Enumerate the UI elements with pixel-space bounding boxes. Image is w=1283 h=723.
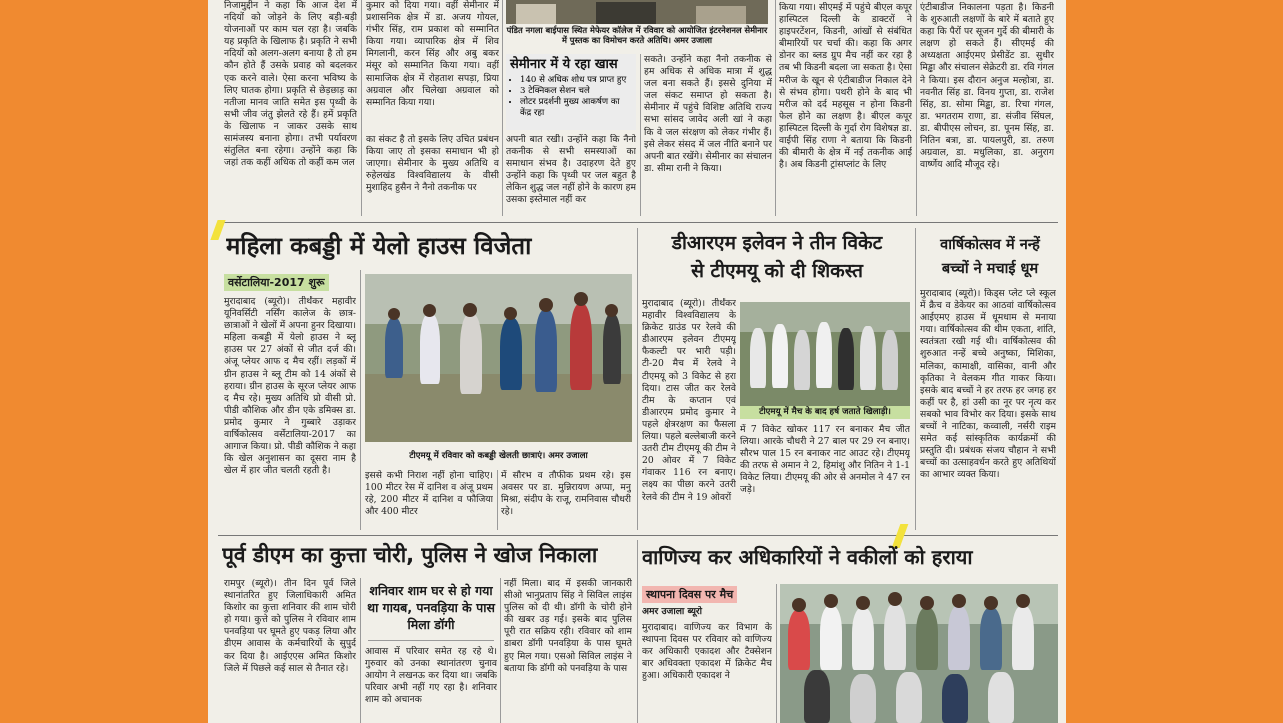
top-col-6: एंटीबाडीज निकालना पड़ता है। किडनी के शुरुआती लक्षणों के बारे में बताते हुए कहा कि पैरों पर सूजन गुर्दे की बीमारी के लक्षण हो सकते हैं। सीएमई की अध्यक्षता आईएमए प्रेसीडेंट डा. सुधीर मिड्ढा और संचालन सेक्रेटरी डा. रवि गंगल ने किया। इस दौरान अनुज मल्होत्रा, डा. नवनीत सिंह डा. विनय गुप्ता, डा. राजेश सिंह, डा. सोमा मिड्ढा, डा. रिचा गंगल, डा. भगतराम राणा, डा. संजीव सिंघल, डा. बीपीएस लोचन, डा. पूनम सिंह, डा. नितिन बत्रा, डा. पायलपुरी, डा. तरुण अग्रवाल, डा. मधुलिका, डा. अनुराग वार्ष्णेय आदि मौजूद रहे।: [920, 2, 1054, 171]
tax-tag: स्थापना दिवस पर मैच: [642, 586, 737, 603]
column-rule: [361, 0, 362, 216]
column-rule: [776, 584, 777, 723]
cricket-col-right: में 7 विकेट खोकर 117 रन बनाकर मैच जीत लिया। आरके चौधरी ने 27 बाल पर 29 रन बनाए। सौरभ पाल 15 रन बनाकर नाट आउट रहे। टीएमयू की तरफ से अमान ने 2, हिमांशु और नितिन ने 1-1 विकेट लिया। टीएमयू की ओर से अनमोल ने 47 रन जड़े।: [740, 424, 910, 496]
section-rule: [368, 640, 494, 641]
cricket-photo: [740, 302, 910, 406]
top-col-4: सकते। उन्होंने कहा नैनो तकनीक से हम अधिक से अधिक मात्रा में शुद्ध जल बना सकते हैं। इससे दुनिया में जल संकट समाप्त हो सकता है। सेमीनार में पहुंचे विशिष्ट अतिथि राज्य सभा सांसद जावेद अली खां ने कहा कि वे जल संरक्षण को लेकर गंभीर हैं। इसे लेकर संसद में जल नीति बनाने पर अपनी बात रखेंगे। सेमीनार का संचालन डा. सीमा रानी ने किया।: [644, 54, 772, 174]
kabaddi-col-mid2: में सौरभ व तौफीक प्रथम रहे। इस अवसर पर डा. मुन्निरायण अप्पा, मनु मिश्रा, संदीप के राजू, रामनिवास चौधरी रहे।: [501, 470, 631, 518]
column-rule: [497, 470, 498, 530]
cricket-headline-line2: से टीएमयू को दी शिकस्त: [691, 260, 863, 282]
column-rule: [360, 270, 361, 530]
kabaddi-headline: महिला कबड्डी में येलो हाउस विजेता: [226, 232, 532, 260]
list-item: • लोटर प्रदर्शनी मुख्य आकर्षण का केंद्र रहा: [520, 97, 632, 119]
tax-body: मुरादाबाद। वाणिज्य कर विभाग के स्थापना दिवस पर रविवार को वाणिज्य कर अधिकारी एकादश और टैक्सेशन बार अधिवक्ता एकादश में क्रिकेट मैच हुआ। अधिकारी एकादश ने: [642, 622, 772, 682]
kabaddi-tag: वर्सेटालिया-2017 शुरू: [224, 274, 329, 291]
column-rule: [775, 0, 776, 216]
column-rule: [640, 54, 641, 216]
section-rule: [218, 222, 1058, 223]
annual-headline-line2: बच्चों ने मचाई धूम: [941, 261, 1039, 277]
kabaddi-col-left: मुरादाबाद (ब्यूरो)। तीर्थंकर महावीर यूनिवर्सिटी नर्सिंग कालेज के छात्र-छात्राओं ने खेलों में अपना हुनर दिखाया। महिला कबड्डी में येलो हाउस ने ब्लू हाउस पर 27 अंकों से जीत दर्ज की। अंजू प्लेयर आफ द मैच रहीं। लड़कों में ग्रीन हाउस ने ब्लू टीम को 14 अंकों से हराया। ग्रीन हाउस के सूरज प्लेयर आफ द मैच रहे। मुख्य अतिथि प्रो वीसी प्रो. पीडी कौशिक और डीन एके डमिक्स डा. प्रमोद कुमार ने गुब्बारे उड़ाकर वार्षिकोत्सव वर्सेटालिया-2017 का आगाज किया। प्रो. पीडी कौशिक ने कहा कि खेल अनुशासन का दूसरा नाम है खेल में हार जीत चलती रहती है।: [224, 296, 356, 477]
cricket-col-left: मुरादाबाद (ब्यूरो)। तीर्थंकर महावीर विश्वविद्यालय के क्रिकेट ग्राउंड पर रेलवे की डीआरएम इलेवन टीएमयू फैकल्टी पर भारी पड़ी। टी-20 मैच में रेलवे ने टीएमयू को 3 विकेट से हरा दिया। टास जीत कर रेलवे टीम के कप्तान एवं डीआरएम प्रमोद कुमार ने पहले क्षेत्ररक्षण का फैसला लिया। पहले बल्लेबाजी करने उतरी टीम टीएमयू की टीम ने 20 ओवर में 7 विकेट गंवाकर 116 रन बनाए। लक्ष्य का पीछा करने उतरी रेलवे की टीम ने 19 ओवरों: [642, 298, 736, 503]
seminar-highlights-box: [506, 54, 636, 130]
annual-headline-line1: वार्षिकोत्सव में नन्हें: [940, 237, 1040, 253]
column-rule: [360, 578, 361, 723]
seminar-photo: [506, 0, 768, 24]
tax-byline: अमर उजाला ब्यूरो: [642, 606, 703, 617]
top-col-2b: का संकट है तो इसके लिए उचित प्रबंधन किया जाए तो इसका समाधान भी हो जाएगा। सेमीनार के मुख्य अतिथि व रुहेलखंड विश्वविद्यालय के वीसी मुशाहिद हुसैन ने नैनो तकनीक पर: [366, 134, 499, 194]
column-rule: [637, 228, 638, 530]
tax-headline: वाणिज्य कर अधिकारियों ने वकीलों को हराया: [642, 545, 973, 569]
cricket-headline-line1: डीआरएम इलेवन ने तीन विकेट: [671, 232, 883, 254]
dog-col-2: आवास में परिवार समेत रह रहे थे। गुरुवार को उनका स्थानांतरण चुनाव आयोग ने लखनऊ कर दिया था। जबकि परिवार अभी नहीं गए रहा है। शनिवार शाम को अचानक: [365, 646, 497, 706]
list-item: • 140 से अधिक शोध पत्र प्राप्त हुए: [520, 75, 632, 86]
kabaddi-photo-caption: टीएमयू में रविवार को कबड्डी खेलती छात्राएं। अमर उजाला: [409, 451, 588, 461]
seminar-photo-caption: पंडित नगला बाईपास स्थित मेफेयर कॉलेज में रविवार को आयोजित इंटरनेशनल सेमीनार में पुस्तक का विमोचन करते अतिथि। अमर उजाला: [506, 25, 768, 45]
column-rule: [500, 578, 501, 723]
column-rule: [916, 0, 917, 216]
section-rule: [218, 535, 1058, 536]
newspaper-content: [208, 0, 1066, 723]
column-rule: [502, 0, 503, 216]
tax-team-photo: [780, 584, 1058, 723]
cricket-photo-caption: टीएमयू में मैच के बाद हर्ष जताते खिलाड़ी।: [740, 406, 910, 419]
column-rule: [915, 228, 916, 530]
dog-col-1: रामपुर (ब्यूरो)। तीन दिन पूर्व जिले स्थानांतरित हुए जिलाधिकारी अमित किशोर का कुत्ता शनिवार की शाम चोरी हो गया। कुत्ते को पुलिस ने रविवार शाम पनवड़िया पर घूमते हुए पकड़ लिया और डीएम आवास के कर्मचारियों के सुपुर्द कर दिया है। आईएएस अमित किशोर जिले में पिछले कई साल से तैनात रहे।: [224, 578, 356, 674]
list-item: • 3 टेक्निकल सेशन चले: [520, 86, 632, 97]
column-rule: [637, 540, 638, 723]
top-col-5: किया गया। सीएमई में पहुंचे बीएल कपूर हास्पिटल दिल्ली के डाक्टरों ने हाइपरटेंशन, किडनी, आंखों से संबंधित बीमारियों पर चर्चा की। कहा कि अगर डोनर का ब्लड ग्रुप मैच नहीं कर रहा है तब भी किडनी बदला जा सकता है। ऐसा मरीज के खून से एंटीबाडीज निकाल देने से संभव होगा। पथरी होने के बाद भी मरीज को दर्द महसूस न होना किडनी फेल होने का लक्षण है। बीएल कपूर हास्पिटल दिल्ली के गुर्दा रोग विशेषज्ञ डा. वाईपी सिंह राणा ने बताया कि किडनी की बीमारी के क्षेत्र में नई तकनीक आई है। अब किडनी ट्रांसप्लांट के लिए: [779, 2, 912, 171]
top-col-3b: अपनी बात रखी। उन्होंने कहा कि नैनो तकनीक से सभी समस्याओं का समाधान संभव है। उदाहरण देते हुए उन्होंने कहा कि पृथ्वी पर जल बहुत है लेकिन शुद्ध जल नहीं होने के कारण हम उसका इस्तेमाल नहीं कर: [506, 134, 636, 206]
highlights-list: [510, 75, 632, 119]
dog-headline: पूर्व डीएम का कुत्ता चोरी, पुलिस ने खोज निकाला: [222, 543, 598, 567]
dog-col-3: नहीं मिला। बाद में इसकी जानकारी सीओ भानुप्रताप सिंह ने सिविल लाइंस पुलिस को दी थी। डॉगी के चोरी होने की खबर उड़ गई। इसके बाद पुलिस पूरी रात सक्रिय रही। रविवार को शाम डाबरा डॉगी पनवड़िया के पास घूमते हुए मिल गया। एसओ सिविल लाइंस ने बताया कि डॉगी को पनवड़िया के पास: [504, 578, 632, 674]
annual-body: मुरादाबाद (ब्यूरो)। किड्स प्लेट प्ले स्कूल में क्रैच व डेकेयर का आठवां वार्षिकोत्सव आईएमए हाउस में धूमधाम से मनाया गया। वार्षिकोत्सव की थीम एकता, शांति, स्वतंत्रता रखी गई थी। वार्षिकोत्सव की शुरुआत नन्हें बच्चे अनुष्का, मिशिका, मलिका, कामाक्षी, वासिका, वानी और कृतिका ने वेलकम गीत गाकर किया। इसके बाद बच्चों ने हर तरफ हर जगह हर कहीं पर है, हां उसी का नूर पर नृत्य कर सबको भाव विभोर कर दिया। इसके साथ बच्चों ने नाटिका, कव्वाली, नर्सरी राइम समेत कई सांस्कृतिक कार्यक्रमों की प्रस्तुति दी। प्रबंधक संजय चौहान ने सभी बच्चों का उत्साहवर्धन करते हुए अतिथियों का आभार व्यक्त किया।: [920, 288, 1056, 481]
top-col-1: निजामुद्दीन ने कहा कि आज देश में नदियों को जोड़ने के लिए बड़ी-बड़ी योजनाओं पर काम चल रहा है। जबकि यह प्रकृति के खिलाफ है। प्रकृति ने सभी नदियों को अलग-अलग बनाया है तो हम कौन होते हैं उसके प्रवाह को बदलकर एक करने वाले। ऐसा करना भविष्य के लिए घातक होगा। प्रकृति से छेड़छाड़ का नतीजा मानव जाति समेत इस पृथ्वी के सभी जीव जंतु झेलते रहे हैं। हमें प्रकृति के खिलाफ न जाकर उसके साथ सामंजस्य बनाना होगा। तभी पर्यावरण संतुलित बना रहेगा। उन्होंने कहा कि जहां तक कहीं अधिक तो कहीं कम जल: [224, 0, 357, 169]
highlighter-mark: [210, 220, 225, 240]
dog-subhead: शनिवार शाम घर से हो गया था गायब, पनवड़िया के पास मिला डॉगी: [367, 583, 495, 632]
kabaddi-col-mid1: इससे कभी निराश नहीं होना चाहिए। 100 मीटर रेस में दानिश व अंजू प्रथम रहे, 200 मीटर में दानिश व फौजिया और 400 मीटर: [365, 470, 493, 518]
kabaddi-photo: [365, 274, 632, 442]
box-title: सेमीनार में ये रहा खास: [510, 57, 618, 72]
top-col-2: कुमार को दिया गया। वहीं सेमीनार में प्रशासनिक क्षेत्र में डा. अजय गोयल, गंभीर सिंह, राम प्रकाश को सम्मानित किया गया। व्यापारिक क्षेत्र में शिव मिगलानी, करन सिंह और अबु बकर मंसूर को सम्मानित किया गया। वहीं सामाजिक क्षेत्र में रोहताश सपड़ा, प्रिया अग्रवाल और चिलेखा अग्रवाल को सम्मानित किया गया।: [366, 0, 499, 108]
